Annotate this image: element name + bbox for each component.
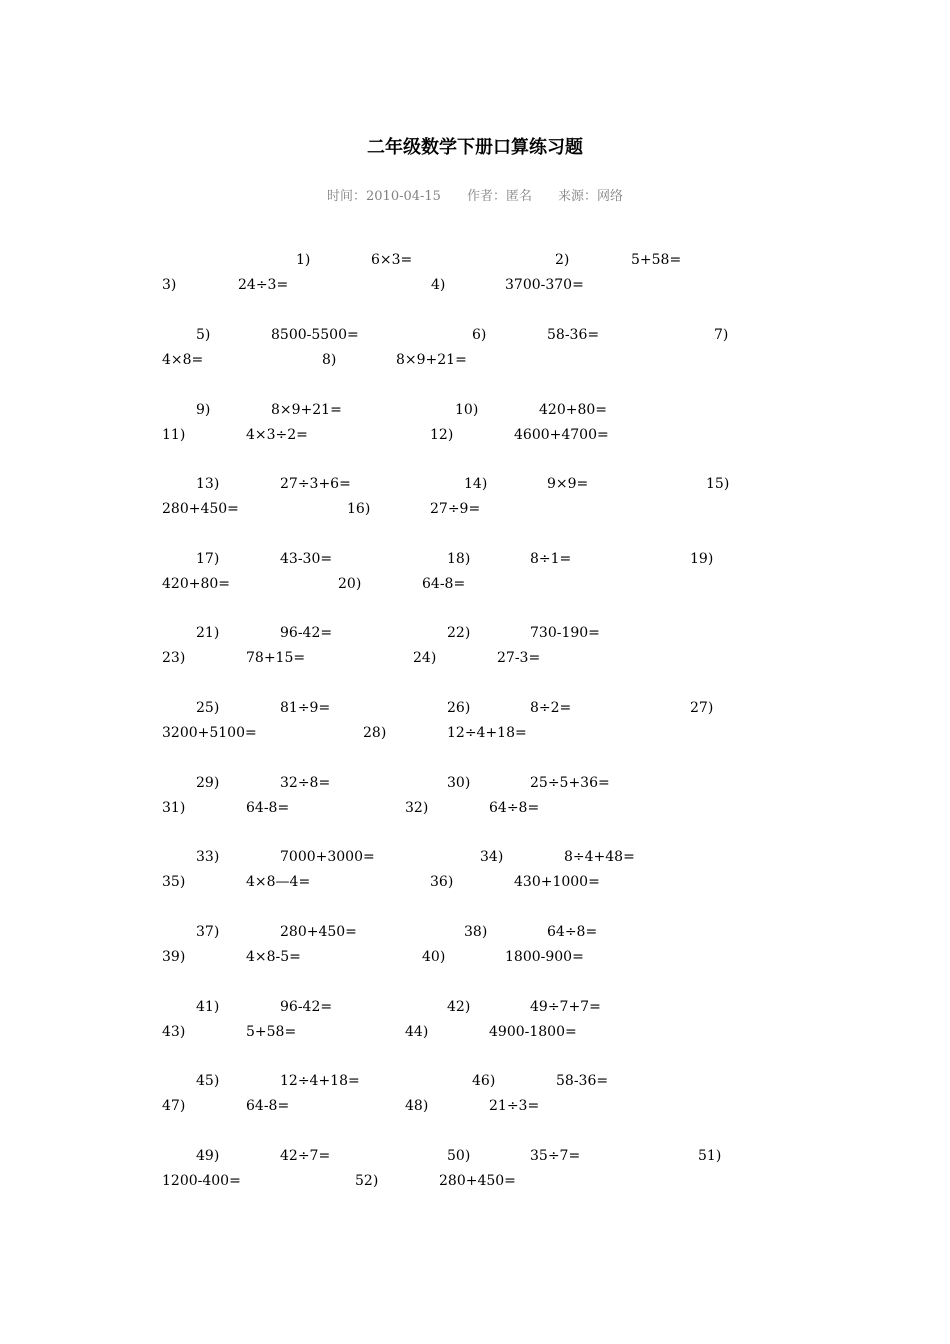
problem-number: 2): [555, 252, 570, 268]
problem-expression: 4×3÷2=: [246, 427, 308, 443]
problem-expression: 58-36=: [547, 327, 600, 343]
problem-expression: 12÷4+18=: [280, 1073, 360, 1089]
problem-expression: 420+80=: [162, 576, 230, 592]
problem-number: 5): [196, 327, 211, 343]
problem-expression: 280+450=: [162, 501, 239, 517]
problem-number: 43): [162, 1024, 186, 1040]
problem-expression: 81÷9=: [280, 700, 331, 716]
problem-number: 31): [162, 800, 186, 816]
problem-number: 29): [196, 775, 220, 791]
problem-expression: 43-30=: [280, 551, 333, 567]
problem-number: 14): [464, 476, 488, 492]
problem-expression: 24÷3=: [238, 277, 289, 293]
problem-number: 26): [447, 700, 471, 716]
problem-number: 46): [472, 1073, 496, 1089]
problem-number: 18): [447, 551, 471, 567]
problem-expression: 430+1000=: [514, 874, 600, 890]
problem-expression: 3200+5100=: [162, 725, 257, 741]
problem-expression: 64-8=: [246, 1098, 290, 1114]
problem-number: 28): [363, 725, 387, 741]
author-value: 匿名: [505, 189, 532, 204]
source-value: 网络: [597, 189, 624, 204]
problem-number: 19): [690, 551, 714, 567]
problem-expression: 5+58=: [246, 1024, 297, 1040]
problem-expression: 49÷7+7=: [530, 999, 601, 1015]
problem-expression: 8500-5500=: [271, 327, 359, 343]
problem-expression: 1800-900=: [505, 949, 584, 965]
problem-number: 27): [690, 700, 714, 716]
problem-number: 35): [162, 874, 186, 890]
author-label: 作者：: [466, 189, 506, 204]
problem-expression: 8÷4+48=: [564, 849, 635, 865]
problem-expression: 27-3=: [497, 650, 541, 666]
problem-expression: 8×9+21=: [271, 402, 342, 418]
problem-expression: 21÷3=: [489, 1098, 540, 1114]
problem-expression: 5+58=: [631, 252, 682, 268]
problem-expression: 32÷8=: [280, 775, 331, 791]
problem-number: 42): [447, 999, 471, 1015]
problem-number: 40): [422, 949, 446, 965]
problem-number: 33): [196, 849, 220, 865]
problem-number: 17): [196, 551, 220, 567]
problem-number: 1): [296, 252, 311, 268]
problem-number: 3): [162, 277, 177, 293]
problem-expression: 58-36=: [556, 1073, 609, 1089]
problem-expression: 280+450=: [439, 1173, 516, 1189]
source-label: 来源：: [557, 189, 597, 204]
problem-number: 45): [196, 1073, 220, 1089]
problem-number: 24): [413, 650, 437, 666]
problem-expression: 4900-1800=: [489, 1024, 577, 1040]
problem-number: 44): [405, 1024, 429, 1040]
problem-expression: 27÷3+6=: [280, 476, 351, 492]
problem-expression: 64÷8=: [489, 800, 540, 816]
problem-expression: 1200-400=: [162, 1173, 241, 1189]
problem-expression: 420+80=: [539, 402, 607, 418]
problem-number: 38): [464, 924, 488, 940]
problem-number: 32): [405, 800, 429, 816]
problem-number: 20): [338, 576, 362, 592]
time-value: 2010-04-15: [366, 189, 441, 204]
problem-expression: 6×3=: [371, 252, 413, 268]
problem-expression: 25÷5+36=: [530, 775, 610, 791]
problem-number: 41): [196, 999, 220, 1015]
problem-number: 37): [196, 924, 220, 940]
problem-expression: 8÷2=: [530, 700, 572, 716]
problem-number: 9): [196, 402, 211, 418]
problem-expression: 64-8=: [246, 800, 290, 816]
problem-expression: 96-42=: [280, 625, 333, 641]
problem-number: 52): [355, 1173, 379, 1189]
problem-number: 23): [162, 650, 186, 666]
problem-number: 48): [405, 1098, 429, 1114]
problem-number: 21): [196, 625, 220, 641]
problem-expression: 4×8=: [162, 352, 204, 368]
problem-expression: 27÷9=: [430, 501, 481, 517]
problem-expression: 4600+4700=: [514, 427, 609, 443]
problem-number: 16): [347, 501, 371, 517]
time-label: 时间：: [326, 189, 366, 204]
problem-number: 15): [706, 476, 730, 492]
problem-number: 47): [162, 1098, 186, 1114]
problem-number: 7): [714, 327, 729, 343]
problem-number: 34): [480, 849, 504, 865]
problem-expression: 64-8=: [422, 576, 466, 592]
problem-number: 11): [162, 427, 186, 443]
problem-number: 6): [472, 327, 487, 343]
problem-number: 30): [447, 775, 471, 791]
problem-expression: 12÷4+18=: [447, 725, 527, 741]
problem-expression: 35÷7=: [530, 1148, 581, 1164]
problem-number: 36): [430, 874, 454, 890]
problem-expression: 9×9=: [547, 476, 589, 492]
problem-number: 51): [698, 1148, 722, 1164]
problem-number: 22): [447, 625, 471, 641]
problem-number: 4): [431, 277, 446, 293]
problem-expression: 42÷7=: [280, 1148, 331, 1164]
problem-number: 13): [196, 476, 220, 492]
problem-expression: 8÷1=: [530, 551, 572, 567]
problem-expression: 7000+3000=: [280, 849, 375, 865]
problem-number: 25): [196, 700, 220, 716]
problem-expression: 730-190=: [530, 625, 600, 641]
problem-number: 49): [196, 1148, 220, 1164]
problem-expression: 64÷8=: [547, 924, 598, 940]
problem-number: 50): [447, 1148, 471, 1164]
problem-expression: 280+450=: [280, 924, 357, 940]
problem-number: 8): [322, 352, 337, 368]
problem-number: 12): [430, 427, 454, 443]
problem-number: 39): [162, 949, 186, 965]
problem-expression: 8×9+21=: [396, 352, 467, 368]
problem-expression: 78+15=: [246, 650, 306, 666]
page-title: 二年级数学下册口算练习题: [367, 137, 583, 158]
problem-number: 10): [455, 402, 479, 418]
problem-expression: 96-42=: [280, 999, 333, 1015]
problem-expression: 3700-370=: [505, 277, 584, 293]
problem-expression: 4×8-5=: [246, 949, 301, 965]
problem-expression: 4×8—4=: [246, 874, 311, 890]
